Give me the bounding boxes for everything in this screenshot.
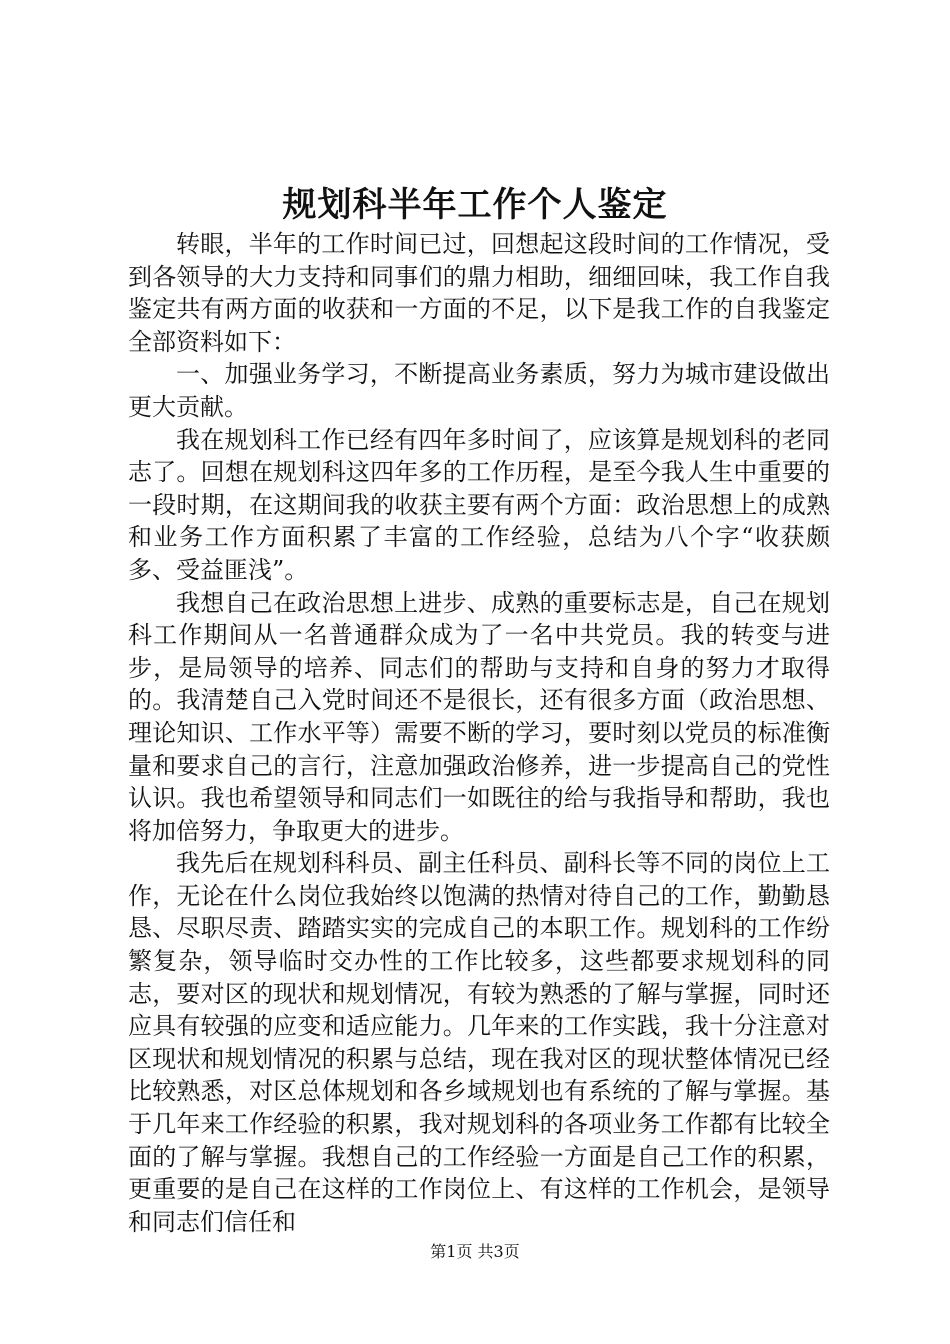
page-number-footer: 第1页 共3页	[430, 1242, 520, 1261]
document-body	[128, 228, 830, 1238]
paragraph-section-heading: 一、加强业务学习，不断提高业务素质，努力为城市建设做出更大贡献。	[128, 360, 830, 421]
paragraph-intro: 转眼，半年的工作时间已过，回想起这段时间的工作情况，受到各领导的大力支持和同事们的鼎力相助，细细回味，我工作自我鉴定共有两方面的收获和一方面的不足，以下是我工作的自我鉴定全部资料如下：	[128, 230, 830, 356]
paragraph-experience: 我在规划科工作已经有四年多时间了，应该算是规划科的老同志了。回想在规划科这四年多的工作历程，是至今我人生中重要的一段时期，在这期间我的收获主要有两个方面：政治思想上的成熟和业务工作方面积累了丰富的工作经验，总结为八个字“收获颇多、受益匪浅”。	[128, 425, 830, 584]
paragraph-work-positions: 我先后在规划科科员、副主任科员、副科长等不同的岗位上工作，无论在什么岗位我始终以饱满的热情对待自己的工作，勤勤恳恳、尽职尽责、踏踏实实的完成自己的本职工作。规划科的工作纷繁复杂，领导临时交办性的工作比较多，这些都要求规划科的同志，要对区的现状和规划情况，有较为熟悉的了解与掌握，同时还应具有较强的应变和适应能力。几年来的工作实践，我十分注意对区现状和规划情况的积累与总结，现在我对区的现状整体情况已经比较熟悉，对区总体规划和各乡域规划也有系统的了解与掌握。基于几年来工作经验的积累，我对规划科的各项业务工作都有比较全面的了解与掌握。我想自己的工作经验一方面是自己工作的积累，更重要的是自己在这样的工作岗位上、有这样的工作机会，是领导和同志们信任和	[128, 849, 830, 1236]
paragraph-political-progress: 我想自己在政治思想上进步、成熟的重要标志是，自己在规划科工作期间从一名普通群众成为了一名中共党员。我的转变与进步，是局领导的培养、同志们的帮助与支持和自身的努力才取得的。我清楚自己入党时间还不是很长，还有很多方面（政治思想、理论知识、工作水平等）需要不断的学习，要时刻以党员的标准衡量和要求自己的言行，注意加强政治修养，进一步提高自己的党性认识。我也希望领导和同志们一如既往的给与我指导和帮助，我也将加倍努力，争取更大的进步。	[128, 588, 830, 845]
document-title: 规划科半年工作个人鉴定	[282, 185, 668, 225]
